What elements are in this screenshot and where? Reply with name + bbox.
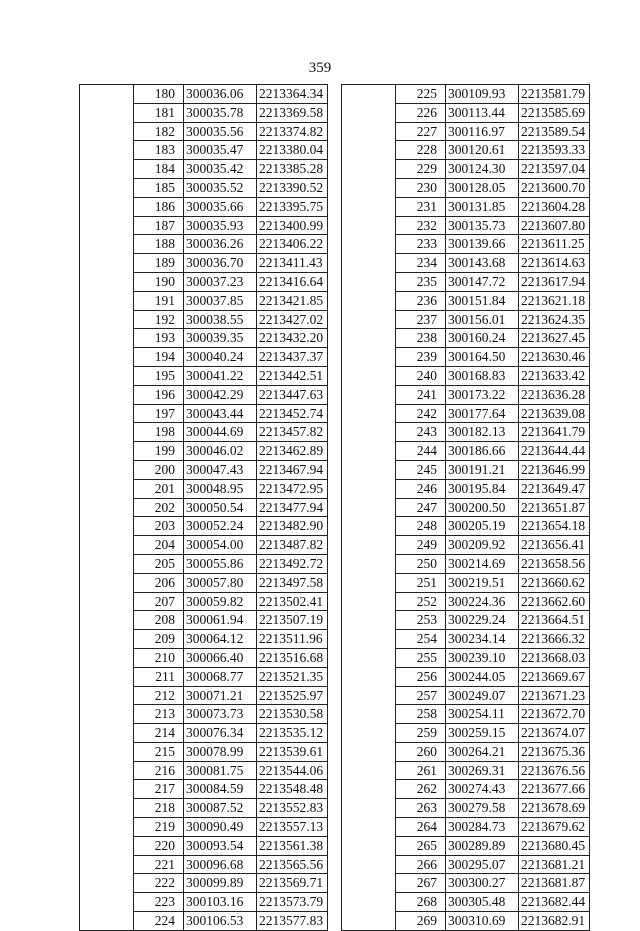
point-number-cell: 188 (134, 235, 184, 254)
point-number-cell: 208 (134, 611, 184, 630)
blank-column (342, 85, 396, 931)
x-coordinate-cell: 300055.86 (184, 554, 257, 573)
y-coordinate-cell: 2213492.72 (257, 554, 328, 573)
y-coordinate-cell: 2213604.28 (519, 197, 590, 216)
x-coordinate-cell: 300076.34 (184, 724, 257, 743)
x-coordinate-cell: 300164.50 (446, 348, 519, 367)
y-coordinate-cell: 2213569.71 (257, 874, 328, 893)
y-coordinate-cell: 2213374.82 (257, 122, 328, 141)
x-coordinate-cell: 300057.80 (184, 573, 257, 592)
y-coordinate-cell: 2213680.45 (519, 836, 590, 855)
point-number-cell: 195 (134, 366, 184, 385)
point-number-cell: 189 (134, 254, 184, 273)
x-coordinate-cell: 300186.66 (446, 442, 519, 461)
y-coordinate-cell: 2213521.35 (257, 667, 328, 686)
x-coordinate-cell: 300200.50 (446, 498, 519, 517)
point-number-cell: 212 (134, 686, 184, 705)
y-coordinate-cell: 2213614.63 (519, 254, 590, 273)
x-coordinate-cell: 300295.07 (446, 855, 519, 874)
x-coordinate-cell: 300059.82 (184, 592, 257, 611)
x-coordinate-cell: 300300.27 (446, 874, 519, 893)
y-coordinate-cell: 2213525.97 (257, 686, 328, 705)
point-number-cell: 219 (134, 818, 184, 837)
x-coordinate-cell: 300274.43 (446, 780, 519, 799)
x-coordinate-cell: 300093.54 (184, 836, 257, 855)
point-number-cell: 264 (396, 818, 446, 837)
y-coordinate-cell: 2213649.47 (519, 479, 590, 498)
point-number-cell: 181 (134, 103, 184, 122)
point-number-cell: 246 (396, 479, 446, 498)
x-coordinate-cell: 300269.31 (446, 761, 519, 780)
y-coordinate-cell: 2213682.91 (519, 912, 590, 931)
x-coordinate-cell: 300035.93 (184, 216, 257, 235)
y-coordinate-cell: 2213677.66 (519, 780, 590, 799)
x-coordinate-cell: 300068.77 (184, 667, 257, 686)
x-coordinate-cell: 300096.68 (184, 855, 257, 874)
x-coordinate-cell: 300040.24 (184, 348, 257, 367)
y-coordinate-cell: 2213573.79 (257, 893, 328, 912)
point-number-cell: 193 (134, 329, 184, 348)
y-coordinate-cell: 2213675.36 (519, 742, 590, 761)
y-coordinate-cell: 2213651.87 (519, 498, 590, 517)
x-coordinate-cell: 300073.73 (184, 705, 257, 724)
y-coordinate-cell: 2213544.06 (257, 761, 328, 780)
point-number-cell: 210 (134, 648, 184, 667)
x-coordinate-cell: 300036.06 (184, 85, 257, 104)
point-number-cell: 209 (134, 630, 184, 649)
x-coordinate-cell: 300147.72 (446, 272, 519, 291)
x-coordinate-cell: 300043.44 (184, 404, 257, 423)
y-coordinate-cell: 2213406.22 (257, 235, 328, 254)
point-number-cell: 217 (134, 780, 184, 799)
x-coordinate-cell: 300035.47 (184, 141, 257, 160)
y-coordinate-cell: 2213658.56 (519, 554, 590, 573)
point-number-cell: 218 (134, 799, 184, 818)
point-number-cell: 192 (134, 310, 184, 329)
y-coordinate-cell: 2213565.56 (257, 855, 328, 874)
y-coordinate-cell: 2213482.90 (257, 517, 328, 536)
y-coordinate-cell: 2213385.28 (257, 160, 328, 179)
x-coordinate-cell: 300054.00 (184, 536, 257, 555)
x-coordinate-cell: 300116.97 (446, 122, 519, 141)
point-number-cell: 221 (134, 855, 184, 874)
y-coordinate-cell: 2213611.25 (519, 235, 590, 254)
point-number-cell: 180 (134, 85, 184, 104)
y-coordinate-cell: 2213589.54 (519, 122, 590, 141)
point-number-cell: 267 (396, 874, 446, 893)
x-coordinate-cell: 300037.85 (184, 291, 257, 310)
x-coordinate-cell: 300160.24 (446, 329, 519, 348)
y-coordinate-cell: 2213447.63 (257, 385, 328, 404)
y-coordinate-cell: 2213666.32 (519, 630, 590, 649)
x-coordinate-cell: 300139.66 (446, 235, 519, 254)
point-number-cell: 205 (134, 554, 184, 573)
x-coordinate-cell: 300156.01 (446, 310, 519, 329)
y-coordinate-cell: 2213462.89 (257, 442, 328, 461)
y-coordinate-cell: 2213654.18 (519, 517, 590, 536)
y-coordinate-cell: 2213641.79 (519, 423, 590, 442)
x-coordinate-cell: 300081.75 (184, 761, 257, 780)
x-coordinate-cell: 300106.53 (184, 912, 257, 931)
point-number-cell: 213 (134, 705, 184, 724)
point-number-cell: 247 (396, 498, 446, 517)
point-number-cell: 196 (134, 385, 184, 404)
x-coordinate-cell: 300284.73 (446, 818, 519, 837)
point-number-cell: 238 (396, 329, 446, 348)
point-number-cell: 227 (396, 122, 446, 141)
x-coordinate-cell: 300064.12 (184, 630, 257, 649)
point-number-cell: 197 (134, 404, 184, 423)
y-coordinate-cell: 2213516.68 (257, 648, 328, 667)
y-coordinate-cell: 2213421.85 (257, 291, 328, 310)
point-number-cell: 251 (396, 573, 446, 592)
point-number-cell: 203 (134, 517, 184, 536)
y-coordinate-cell: 2213457.82 (257, 423, 328, 442)
point-number-cell: 228 (396, 141, 446, 160)
x-coordinate-cell: 300205.19 (446, 517, 519, 536)
y-coordinate-cell: 2213442.51 (257, 366, 328, 385)
x-coordinate-cell: 300131.85 (446, 197, 519, 216)
x-coordinate-cell: 300090.49 (184, 818, 257, 837)
x-coordinate-cell: 300046.02 (184, 442, 257, 461)
point-number-cell: 222 (134, 874, 184, 893)
x-coordinate-cell: 300173.22 (446, 385, 519, 404)
x-coordinate-cell: 300103.16 (184, 893, 257, 912)
y-coordinate-cell: 2213497.58 (257, 573, 328, 592)
x-coordinate-cell: 300279.58 (446, 799, 519, 818)
x-coordinate-cell: 300168.83 (446, 366, 519, 385)
x-coordinate-cell: 300066.40 (184, 648, 257, 667)
y-coordinate-cell: 2213427.02 (257, 310, 328, 329)
x-coordinate-cell: 300229.24 (446, 611, 519, 630)
point-number-cell: 204 (134, 536, 184, 555)
point-number-cell: 265 (396, 836, 446, 855)
x-coordinate-cell: 300035.66 (184, 197, 257, 216)
point-number-cell: 185 (134, 178, 184, 197)
y-coordinate-cell: 2213390.52 (257, 178, 328, 197)
point-number-cell: 200 (134, 460, 184, 479)
table-row (342, 85, 590, 104)
point-number-cell: 242 (396, 404, 446, 423)
x-coordinate-cell: 300099.89 (184, 874, 257, 893)
x-coordinate-cell: 300214.69 (446, 554, 519, 573)
y-coordinate-cell: 2213678.69 (519, 799, 590, 818)
point-number-cell: 241 (396, 385, 446, 404)
x-coordinate-cell: 300038.55 (184, 310, 257, 329)
point-number-cell: 182 (134, 122, 184, 141)
point-number-cell: 245 (396, 460, 446, 479)
x-coordinate-cell: 300035.78 (184, 103, 257, 122)
point-number-cell: 255 (396, 648, 446, 667)
point-number-cell: 211 (134, 667, 184, 686)
y-coordinate-cell: 2213607.80 (519, 216, 590, 235)
y-coordinate-cell: 2213395.75 (257, 197, 328, 216)
point-number-cell: 237 (396, 310, 446, 329)
x-coordinate-cell: 300310.69 (446, 912, 519, 931)
point-number-cell: 259 (396, 724, 446, 743)
y-coordinate-cell: 2213467.94 (257, 460, 328, 479)
x-coordinate-cell: 300109.93 (446, 85, 519, 104)
x-coordinate-cell: 300041.22 (184, 366, 257, 385)
x-coordinate-cell: 300084.59 (184, 780, 257, 799)
y-coordinate-cell: 2213660.62 (519, 573, 590, 592)
point-number-cell: 236 (396, 291, 446, 310)
y-coordinate-cell: 2213530.58 (257, 705, 328, 724)
point-number-cell: 240 (396, 366, 446, 385)
point-number-cell: 220 (134, 836, 184, 855)
x-coordinate-cell: 300209.92 (446, 536, 519, 555)
x-coordinate-cell: 300195.84 (446, 479, 519, 498)
x-coordinate-cell: 300191.21 (446, 460, 519, 479)
point-number-cell: 232 (396, 216, 446, 235)
x-coordinate-cell: 300078.99 (184, 742, 257, 761)
point-number-cell: 214 (134, 724, 184, 743)
point-number-cell: 186 (134, 197, 184, 216)
point-number-cell: 250 (396, 554, 446, 573)
point-number-cell: 266 (396, 855, 446, 874)
point-number-cell: 244 (396, 442, 446, 461)
y-coordinate-cell: 2213630.46 (519, 348, 590, 367)
y-coordinate-cell: 2213581.79 (519, 85, 590, 104)
x-coordinate-cell: 300128.05 (446, 178, 519, 197)
point-number-cell: 183 (134, 141, 184, 160)
point-number-cell: 191 (134, 291, 184, 310)
y-coordinate-cell: 2213600.70 (519, 178, 590, 197)
y-coordinate-cell: 2213672.70 (519, 705, 590, 724)
x-coordinate-cell: 300047.43 (184, 460, 257, 479)
y-coordinate-cell: 2213636.28 (519, 385, 590, 404)
y-coordinate-cell: 2213662.60 (519, 592, 590, 611)
y-coordinate-cell: 2213671.23 (519, 686, 590, 705)
y-coordinate-cell: 2213487.82 (257, 536, 328, 555)
point-number-cell: 224 (134, 912, 184, 931)
point-number-cell: 254 (396, 630, 446, 649)
y-coordinate-cell: 2213644.44 (519, 442, 590, 461)
x-coordinate-cell: 300177.64 (446, 404, 519, 423)
x-coordinate-cell: 300289.89 (446, 836, 519, 855)
y-coordinate-cell: 2213561.38 (257, 836, 328, 855)
point-number-cell: 230 (396, 178, 446, 197)
x-coordinate-cell: 300087.52 (184, 799, 257, 818)
x-coordinate-cell: 300124.30 (446, 160, 519, 179)
x-coordinate-cell: 300249.07 (446, 686, 519, 705)
y-coordinate-cell: 2213369.58 (257, 103, 328, 122)
y-coordinate-cell: 2213664.51 (519, 611, 590, 630)
point-number-cell: 243 (396, 423, 446, 442)
y-coordinate-cell: 2213380.04 (257, 141, 328, 160)
y-coordinate-cell: 2213452.74 (257, 404, 328, 423)
y-coordinate-cell: 2213416.64 (257, 272, 328, 291)
x-coordinate-cell: 300143.68 (446, 254, 519, 273)
point-number-cell: 202 (134, 498, 184, 517)
x-coordinate-cell: 300052.24 (184, 517, 257, 536)
point-number-cell: 257 (396, 686, 446, 705)
point-number-cell: 252 (396, 592, 446, 611)
point-number-cell: 253 (396, 611, 446, 630)
x-coordinate-cell: 300135.73 (446, 216, 519, 235)
x-coordinate-cell: 300259.15 (446, 724, 519, 743)
y-coordinate-cell: 2213682.44 (519, 893, 590, 912)
y-coordinate-cell: 2213411.43 (257, 254, 328, 273)
point-number-cell: 229 (396, 160, 446, 179)
point-number-cell: 258 (396, 705, 446, 724)
point-number-cell: 201 (134, 479, 184, 498)
point-number-cell: 223 (134, 893, 184, 912)
point-number-cell: 187 (134, 216, 184, 235)
point-number-cell: 198 (134, 423, 184, 442)
point-number-cell: 216 (134, 761, 184, 780)
point-number-cell: 184 (134, 160, 184, 179)
point-number-cell: 226 (396, 103, 446, 122)
y-coordinate-cell: 2213557.13 (257, 818, 328, 837)
y-coordinate-cell: 2213674.07 (519, 724, 590, 743)
x-coordinate-cell: 300050.54 (184, 498, 257, 517)
point-number-cell: 260 (396, 742, 446, 761)
y-coordinate-cell: 2213617.94 (519, 272, 590, 291)
y-coordinate-cell: 2213681.21 (519, 855, 590, 874)
x-coordinate-cell: 300036.70 (184, 254, 257, 273)
point-number-cell: 248 (396, 517, 446, 536)
point-number-cell: 256 (396, 667, 446, 686)
x-coordinate-cell: 300254.11 (446, 705, 519, 724)
y-coordinate-cell: 2213507.19 (257, 611, 328, 630)
x-coordinate-cell: 300042.29 (184, 385, 257, 404)
x-coordinate-cell: 300037.23 (184, 272, 257, 291)
y-coordinate-cell: 2213676.56 (519, 761, 590, 780)
point-number-cell: 261 (396, 761, 446, 780)
x-coordinate-cell: 300182.13 (446, 423, 519, 442)
page-number: 359 (308, 60, 332, 76)
point-number-cell: 263 (396, 799, 446, 818)
x-coordinate-cell: 300151.84 (446, 291, 519, 310)
y-coordinate-cell: 2213668.03 (519, 648, 590, 667)
point-number-cell: 207 (134, 592, 184, 611)
y-coordinate-cell: 2213400.99 (257, 216, 328, 235)
y-coordinate-cell: 2213585.69 (519, 103, 590, 122)
point-number-cell: 225 (396, 85, 446, 104)
x-coordinate-cell: 300071.21 (184, 686, 257, 705)
y-coordinate-cell: 2213621.18 (519, 291, 590, 310)
x-coordinate-cell: 300264.21 (446, 742, 519, 761)
y-coordinate-cell: 2213477.94 (257, 498, 328, 517)
x-coordinate-cell: 300039.35 (184, 329, 257, 348)
y-coordinate-cell: 2213597.04 (519, 160, 590, 179)
y-coordinate-cell: 2213646.99 (519, 460, 590, 479)
y-coordinate-cell: 2213437.37 (257, 348, 328, 367)
point-number-cell: 239 (396, 348, 446, 367)
x-coordinate-cell: 300113.44 (446, 103, 519, 122)
y-coordinate-cell: 2213539.61 (257, 742, 328, 761)
y-coordinate-cell: 2213681.87 (519, 874, 590, 893)
x-coordinate-cell: 300061.94 (184, 611, 257, 630)
point-number-cell: 249 (396, 536, 446, 555)
x-coordinate-cell: 300044.69 (184, 423, 257, 442)
x-coordinate-cell: 300219.51 (446, 573, 519, 592)
y-coordinate-cell: 2213627.45 (519, 329, 590, 348)
x-coordinate-cell: 300305.48 (446, 893, 519, 912)
blank-column (80, 85, 134, 931)
x-coordinate-cell: 300035.52 (184, 178, 257, 197)
y-coordinate-cell: 2213502.41 (257, 592, 328, 611)
point-number-cell: 231 (396, 197, 446, 216)
y-coordinate-cell: 2213364.34 (257, 85, 328, 104)
x-coordinate-cell: 300120.61 (446, 141, 519, 160)
y-coordinate-cell: 2213624.35 (519, 310, 590, 329)
x-coordinate-cell: 300035.56 (184, 122, 257, 141)
y-coordinate-cell: 2213548.48 (257, 780, 328, 799)
y-coordinate-cell: 2213639.08 (519, 404, 590, 423)
y-coordinate-cell: 2213633.42 (519, 366, 590, 385)
point-number-cell: 268 (396, 893, 446, 912)
y-coordinate-cell: 2213511.96 (257, 630, 328, 649)
point-number-cell: 194 (134, 348, 184, 367)
point-number-cell: 235 (396, 272, 446, 291)
point-number-cell: 190 (134, 272, 184, 291)
y-coordinate-cell: 2213577.83 (257, 912, 328, 931)
x-coordinate-cell: 300234.14 (446, 630, 519, 649)
point-number-cell: 233 (396, 235, 446, 254)
y-coordinate-cell: 2213552.83 (257, 799, 328, 818)
y-coordinate-cell: 2213432.20 (257, 329, 328, 348)
table-row (80, 85, 328, 104)
y-coordinate-cell: 2213669.67 (519, 667, 590, 686)
x-coordinate-cell: 300048.95 (184, 479, 257, 498)
point-number-cell: 215 (134, 742, 184, 761)
point-number-cell: 269 (396, 912, 446, 931)
x-coordinate-cell: 300244.05 (446, 667, 519, 686)
point-number-cell: 199 (134, 442, 184, 461)
x-coordinate-cell: 300224.36 (446, 592, 519, 611)
point-number-cell: 234 (396, 254, 446, 273)
y-coordinate-cell: 2213656.41 (519, 536, 590, 555)
y-coordinate-cell: 2213535.12 (257, 724, 328, 743)
point-number-cell: 206 (134, 573, 184, 592)
x-coordinate-cell: 300035.42 (184, 160, 257, 179)
point-number-cell: 262 (396, 780, 446, 799)
coordinate-table-left (79, 84, 328, 931)
y-coordinate-cell: 2213679.62 (519, 818, 590, 837)
coordinate-table-right (341, 84, 590, 931)
x-coordinate-cell: 300239.10 (446, 648, 519, 667)
y-coordinate-cell: 2213593.33 (519, 141, 590, 160)
y-coordinate-cell: 2213472.95 (257, 479, 328, 498)
x-coordinate-cell: 300036.26 (184, 235, 257, 254)
